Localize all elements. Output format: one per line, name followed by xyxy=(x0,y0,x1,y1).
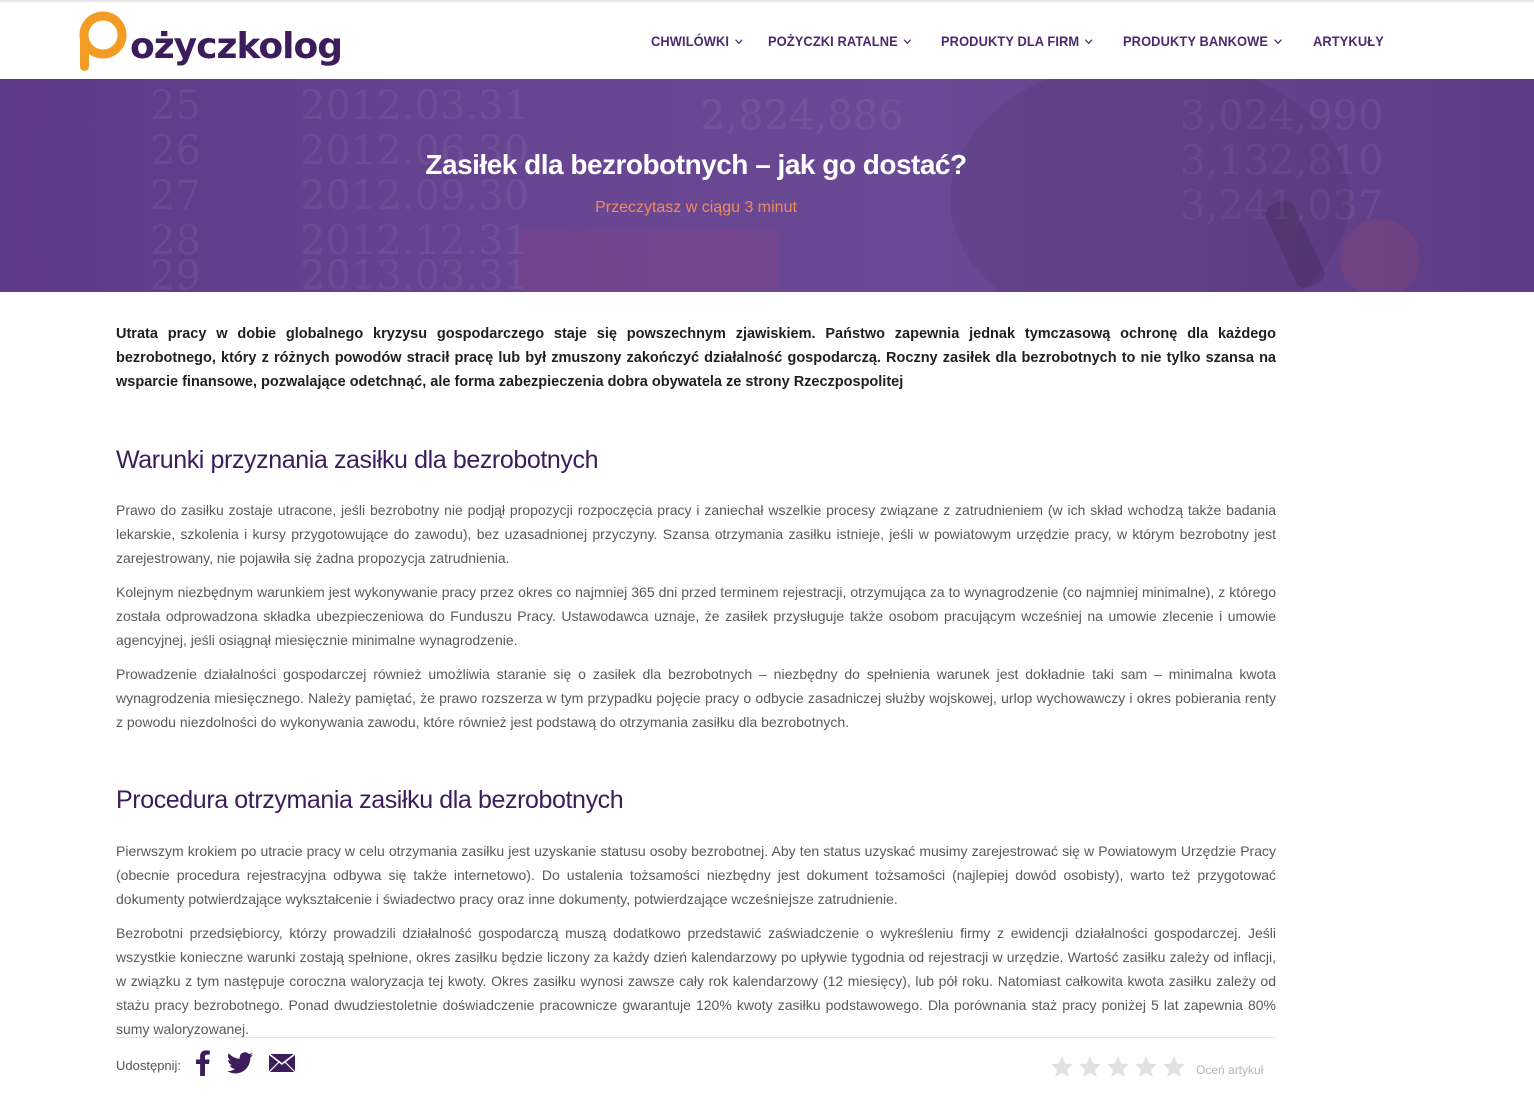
nav-item-label: PRODUKTY DLA FIRM xyxy=(940,33,1080,49)
share-bar xyxy=(116,1050,311,1081)
site-logo[interactable] xyxy=(78,11,342,73)
paragraph: Prowadzenie działalności gospodarczej również umożliwia staranie się o zasiłek dla bezrobotnych – niezbędny do spełnienia warunek jest dokładnie taki sam – minimalna kwota wynagrodzenia miesięcznego. Należy pamiętać, że prawo rozszerza w tym przypadku pojęcie pracy o odbycie zasadniczej służby wojskowej, urlop wychowawczy i okres pobierania renty z powodu niezdolności do wykonywania zawodu, które również jest podstawą do otrzymania zasiłku dla bezrobotnych. xyxy=(116,666,1276,730)
chevron-down-icon xyxy=(1085,37,1093,46)
chevron-down-icon xyxy=(735,37,743,46)
chevron-down-icon xyxy=(1274,37,1282,46)
site-header xyxy=(0,0,1534,79)
svg-text:2012.09.30: 2012.09.30 xyxy=(300,173,530,219)
svg-text:2012.06.30: 2012.06.30 xyxy=(300,128,530,174)
nav-item-pozyczki-ratalne[interactable] xyxy=(768,33,912,49)
svg-text:29: 29 xyxy=(150,253,201,292)
paragraph: Kolejnym niezbędnym warunkiem jest wykonywanie pracy przez okres co najmniej 365 dni przed terminem rejestracji, otrzymująca za to wynagrodzenie (co najmniej minimalne), z którego została odprowadzona składka ubezpieczeniowa do Funduszu Pracy. Ustawodawca uznaje, że zasiłek przysługuje także osobom pracującym wcześniej na umowie zlecenie i umowie agencyjnej, jeśli osiągnął miesięcznie minimalne wynagrodzenie. xyxy=(116,584,1276,648)
main-nav xyxy=(651,33,1407,49)
twitter-icon[interactable] xyxy=(227,1052,253,1079)
article-rating xyxy=(1050,1055,1263,1084)
svg-text:3,132,810: 3,132,810 xyxy=(1180,138,1384,184)
svg-text:28: 28 xyxy=(150,218,201,264)
paragraph: Bezrobotni przedsiębiorcy, którzy prowadzili działalność gospodarczą muszą dodatkowo przedstawić zaświadczenie o wykreśleniu firmy z ewidencji działalności gospodarczej. Jeśli wszystkie konieczne warunki zostają spełnione, okres zasiłku będzie liczony za każdy dzień kalendarzowy po upływie tygodnia od rejestracji w urzędzie. Wartość zasiłku zależy od inflacji, w związku z tym następuje coroczna waloryzacja tej kwoty. Okres zasiłku wynosi zawsze cały rok kalendarzowy (12 miesięcy), lub pół roku. Natomiast całkowita kwota zasiłku zależy od stażu pracy bezrobotnego. Ponad dwudziestoletnie doświadczenie pracownicze gwarantuje 120% kwoty zasiłku podstawowego. Dla porównania staż pracy poniżej 5 lat zapewnia 80% sumy waloryzowanej. xyxy=(116,925,1276,1037)
footer-divider xyxy=(116,1037,1276,1038)
article-lead: Utrata pracy w dobie globalnego kryzysu gospodarczego staje się powszechnym zjawiskiem. Państwo zapewnia jednak tymczasową ochronę dla każdego bezrobotnego, który z różnych powodów stracił pracę lub był zmuszony zakończyć działalność gospodarczą. Roczny zasiłek dla bezrobotnych to nie tylko szansa na wsparcie finansowe, pozwalające odetchnąć, ale forma zabezpieczenia dobra obywatela ze strony Rzeczpospolitej xyxy=(116,326,1276,390)
rate-label: Oceń artykuł xyxy=(1196,1062,1264,1077)
article-title: Zasiłek dla bezrobotnych – jak go dostać? xyxy=(425,149,967,180)
logo-p-icon xyxy=(78,11,132,73)
nav-item-chwilowki[interactable] xyxy=(651,33,743,49)
nav-item-produkty-dla-firm[interactable] xyxy=(941,33,1093,49)
paragraph: Prawo do zasiłku zostaje utracone, jeśli bezrobotny nie podjął propozycji rozpoczęcia pracy i zaniechał wszelkie procesy związane z zatrudnieniem (w ich skład wchodzą także badania lekarskie, szkolenia i kursy przygotowujące do zawodu), bez uzasadnionej przyczyny. Szansa otrzymania zasiłku istnieje, jeśli w powiatowym urzędzie pracy, w którym bezrobotny jest zarejestrowany, nie pojawiła się żadna propozycja zatrudnienia. xyxy=(116,502,1276,566)
svg-text:27: 27 xyxy=(150,173,201,219)
reading-time: Przeczytasz w ciągu 3 minut xyxy=(595,199,797,216)
svg-text:3,241,037: 3,241,037 xyxy=(1180,183,1384,229)
paragraph: Pierwszym krokiem po utracie pracy w celu otrzymania zasiłku jest uzyskanie statusu osoby bezrobotnej. Aby ten status uzyskać musimy zarejestrować się w Powiatowym Urzędzie Pracy (obecnie procedura rejestracyjna odbywa się także internetowo). Do ustalenia tożsamości niezbędny jest dokument tożsamości (najlepiej dowód osobisty), warto też przygotować dokumenty potwierdzające wykształcenie i świadectwo pracy oraz inne dokumenty, potwierdzające wcześniejsze zatrudnienie. xyxy=(116,843,1276,907)
star-icon[interactable] xyxy=(1134,1055,1158,1084)
star-icon[interactable] xyxy=(1106,1055,1130,1084)
chevron-down-icon xyxy=(903,37,911,46)
facebook-icon[interactable] xyxy=(195,1050,211,1081)
nav-item-artykuly[interactable] xyxy=(1313,33,1384,49)
svg-text:25: 25 xyxy=(150,83,201,129)
section-heading: Procedura otrzymania zasiłku dla bezrobotnych xyxy=(116,786,624,814)
svg-text:26: 26 xyxy=(150,128,201,174)
nav-item-label: CHWILÓWKI xyxy=(651,33,730,49)
star-icon[interactable] xyxy=(1078,1055,1102,1084)
share-label: Udostępnij: xyxy=(116,1058,182,1073)
nav-item-label: PRODUKTY BANKOWE xyxy=(1123,33,1269,49)
svg-text:2012.12.31: 2012.12.31 xyxy=(300,218,530,264)
star-icon[interactable] xyxy=(1162,1055,1186,1084)
svg-text:2012.03.31: 2012.03.31 xyxy=(300,83,530,129)
nav-item-produkty-bankowe[interactable] xyxy=(1123,33,1282,49)
nav-item-label: POŻYCZKI RATALNE xyxy=(767,33,898,49)
section-heading: Warunki przyznania zasiłku dla bezrobotnych xyxy=(116,446,599,474)
svg-text:3,024,990: 3,024,990 xyxy=(1180,93,1384,139)
article-body xyxy=(116,322,1276,1037)
email-icon[interactable] xyxy=(269,1054,295,1077)
svg-text:2,824,886: 2,824,886 xyxy=(700,93,904,139)
article-hero xyxy=(0,79,1534,292)
logo-text: ożyczkolog xyxy=(130,26,342,67)
svg-text:2013.03.31: 2013.03.31 xyxy=(300,253,530,292)
nav-item-label: ARTYKUŁY xyxy=(1312,33,1384,49)
star-icon[interactable] xyxy=(1050,1055,1074,1084)
hero-background-image xyxy=(0,79,1534,292)
